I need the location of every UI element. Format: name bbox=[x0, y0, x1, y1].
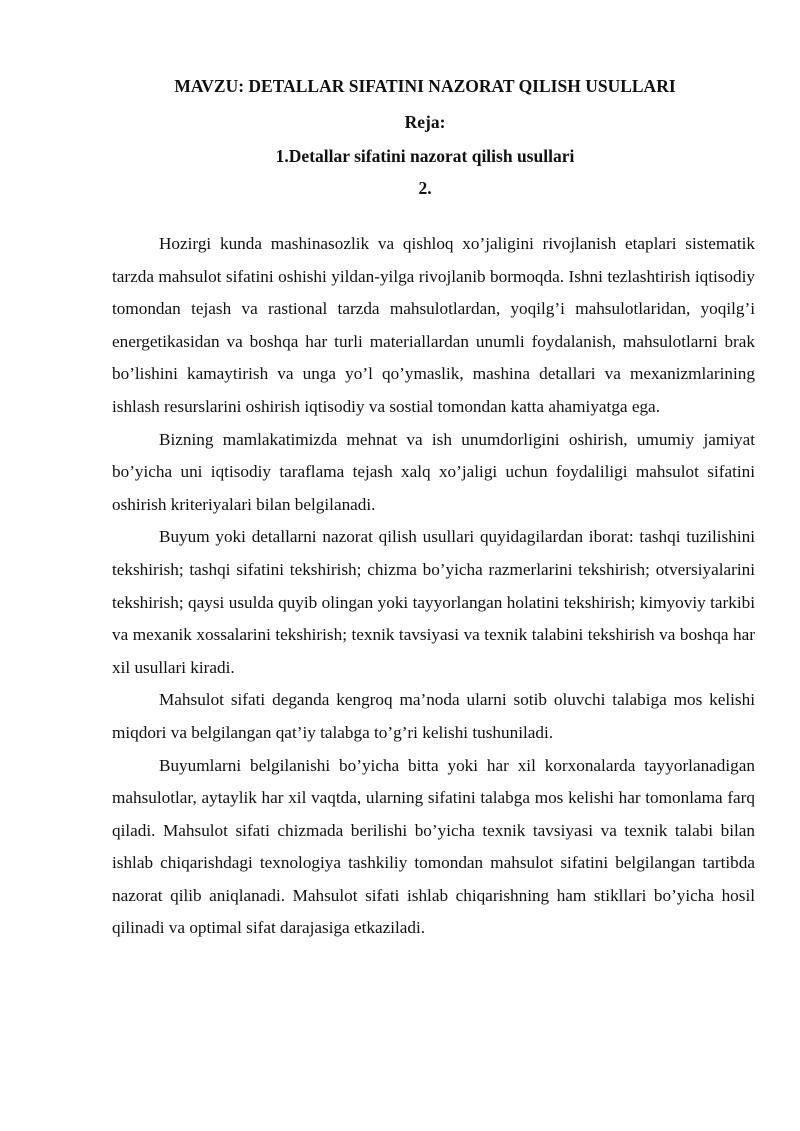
plan-heading: Reja: bbox=[404, 112, 446, 132]
document-title: MAVZU: DETALLAR SIFATINI NAZORAT QILISH USULLARI bbox=[174, 76, 676, 96]
body-text bbox=[112, 228, 755, 945]
paragraph-1: Hozirgi kunda mashinasozlik va qishloq xo’jaligini rivojlanish etaplari sistematik tarzda mahsulot sifatini oshishi yildan-yilga rivojlanib bormoqda. Ishni tezlashtirish iqtisodiy tomondan tejash va rastional tarzda mahsulotlardan, yoqilg’i mahsulotlaridan, yoqilg’i energetikasidan va boshqa har turli materiallardan unumli foydalanish, mahsulotlarni brak bo’lishini kamaytirish va unga yo’l qo’ymaslik, mashina detallari va mexanizmlarining ishlash resurslarini oshirish iqtisodiy va sostial tomondan katta ahamiyatga ega. bbox=[112, 234, 755, 416]
paragraph-3: Buyum yoki detallarni nazorat qilish usullari quyidagilardan iborat: tashqi tuzilishini tekshirish; tashqi sifatini tekshirish; chizma bo’yicha razmerlarini tekshirish; otversiyalarini tekshirish; qaysi usulda quyib olingan yoki tayyorlangan holatini tekshirish; kimyoviy tarkibi va mexanik xossalarini tekshirish; texnik tavsiyasi va texnik talabini tekshirish va boshqa har xil usullari kiradi. bbox=[112, 527, 755, 677]
paragraph-4: Mahsulot sifati deganda kengroq ma’noda ularni sotib oluvchi talabiga mos kelishi miqdori va belgilangan qat’iy talabga to’g’ri kelishi tushuniladi. bbox=[112, 690, 755, 742]
plan-item-1: 1.Detallar sifatini nazorat qilish usullari bbox=[275, 146, 575, 166]
paragraph-5: Buyumlarni belgilanishi bo’yicha bitta yoki har xil korxonalarda tayyorlanadigan mahsulotlar, aytaylik har xil vaqtda, ularning sifatini talabga mos kelishi har tomonlama farq qiladi. Mahsulot sifati chizmada berilishi bo’yicha texnik tavsiyasi va texnik talabi bilan ishlab chiqarishdagi texnologiya tashkiliy tomondan mahsulot sifatini belgilangan tartibda nazorat qilib aniqlanadi. Mahsulot sifati ishlab chiqarishning ham stikllari bo’yicha hosil qilinadi va optimal sifat darajasiga etkaziladi. bbox=[112, 755, 755, 938]
plan-item-2: 2. bbox=[418, 178, 432, 198]
paragraph-2: Bizning mamlakatimizda mehnat va ish unumdorligini oshirish, umumiy jamiyat bo’yicha uni iqtisodiy taraflama tejash xalq xo’jaligi uchun foydaliligi mahsulot sifatini oshirish kriteriyalari bilan belgilanadi. bbox=[112, 429, 755, 514]
